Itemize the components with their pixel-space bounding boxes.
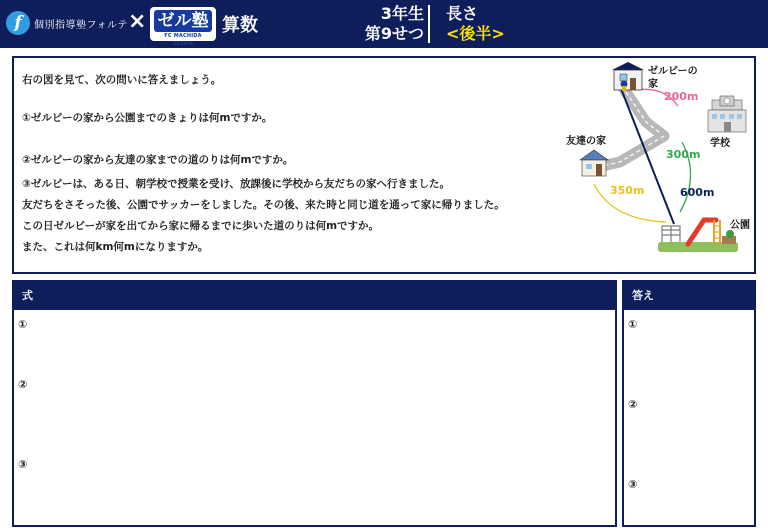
topic-block (446, 4, 505, 44)
subject-title: 算数 (222, 15, 258, 36)
friend-house-icon (580, 150, 608, 176)
answer-panel-title: 答え (624, 282, 754, 310)
forte-logo-icon: f (6, 11, 30, 35)
part-label: <後半> (446, 24, 505, 43)
zel-juku-logo (150, 7, 216, 47)
home-label-line1: ゼルビーの (648, 66, 698, 77)
home-house-icon (612, 62, 644, 91)
distance-home-park: 600m (680, 186, 715, 199)
school-label: 学校 (710, 138, 730, 149)
school-building-icon (708, 96, 746, 132)
formula-mark-1: ① (18, 318, 28, 331)
topic-label: 長さ (446, 4, 479, 23)
formula-panel (12, 280, 617, 527)
question-2: ②ゼルビーの家から友達の家までの道のりは何mですか。 (22, 154, 294, 166)
home-label-line2: 家 (648, 79, 658, 90)
map-diagram (554, 60, 754, 270)
distance-home-school: 200m (664, 90, 699, 103)
brand-name: 個別指導塾フォルテ (34, 20, 128, 31)
question-3-line: ③ゼルビーは、ある日、朝学校で授業を受け、放課後に学校から友だちの家へ行きました。 (22, 178, 451, 190)
times-symbol: × (128, 9, 147, 34)
question-3-line: 友だちをさそった後、公園でサッカーをしました。その後、来た時と同じ道を通って家に帰りました。 (22, 199, 505, 211)
friend-label: 友達の家 (566, 136, 606, 147)
road-home-school (622, 86, 664, 136)
answer-panel (622, 280, 756, 527)
header-divider (428, 5, 430, 43)
grade-label: 3年生 (380, 4, 424, 23)
zel-juku-logo-sub: FC MACHIDA ZELVIA (164, 33, 202, 47)
question-1: ①ゼルビーの家から公園までのきょりは何mですか。 (22, 112, 273, 124)
answer-mark-2: ② (628, 398, 638, 411)
header-bar (0, 0, 768, 48)
distance-school-park: 300m (666, 148, 701, 161)
answer-mark-3: ③ (628, 478, 638, 491)
question-box (12, 56, 756, 274)
lesson-label: 第9せつ (364, 24, 424, 43)
playground-icon (658, 220, 738, 252)
distance-friend-park: 350m (610, 184, 645, 197)
grade-lesson (364, 4, 424, 44)
answer-mark-1: ① (628, 318, 638, 331)
question-3-line: この日ゼルビーが家を出てから家に帰るまでに歩いた道のりは何mですか。 (22, 220, 380, 232)
park-label: 公園 (730, 220, 750, 231)
formula-mark-2: ② (18, 378, 28, 391)
formula-panel-title: 式 (14, 282, 615, 310)
formula-mark-3: ③ (18, 458, 28, 471)
question-3-line: また、これは何km何mになりますか。 (22, 241, 209, 253)
question-intro: 右の図を見て、次の問いに答えましょう。 (22, 74, 222, 86)
zel-juku-logo-text: ゼル塾 (154, 10, 212, 32)
